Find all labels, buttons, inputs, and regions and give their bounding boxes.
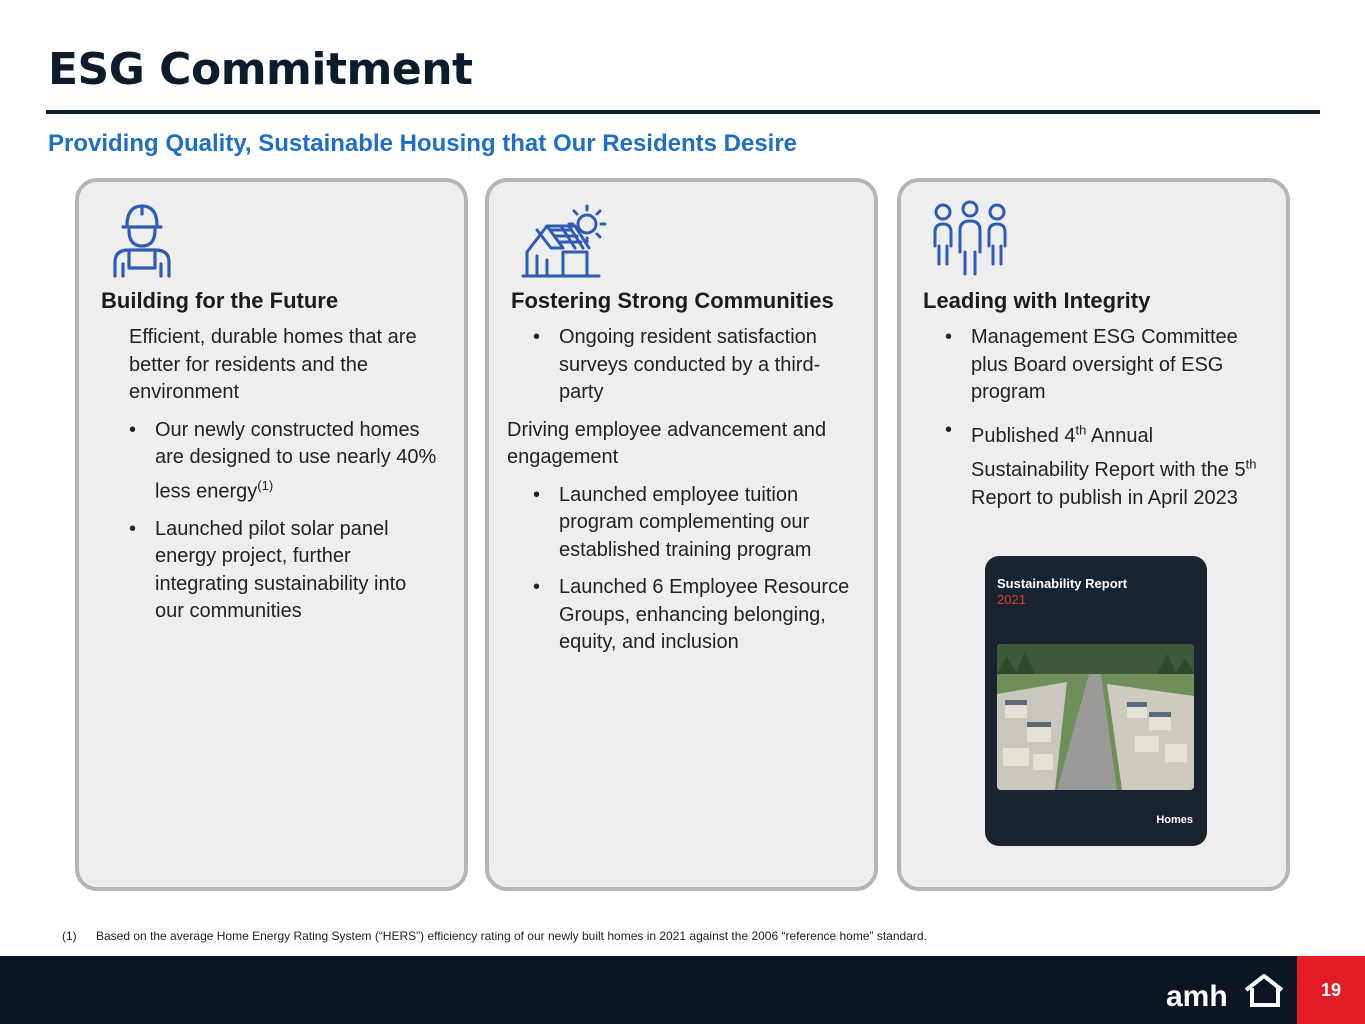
bullet-item [129, 516, 439, 626]
card-intro-text: Efficient, durable homes that are better for residents and the environment [129, 326, 417, 403]
bullet-text: Launched employee tuition program complementing our established training program [559, 483, 812, 561]
bullet-item [129, 417, 439, 506]
bullet-dot: • [945, 418, 953, 441]
bullet-item [945, 417, 1265, 513]
card-heading: Leading with Integrity [923, 288, 1151, 313]
ordinal-suffix: th [1245, 456, 1257, 472]
title-divider [46, 110, 1320, 114]
bullet-dot: • [129, 517, 137, 540]
card-building-for-the-future [75, 178, 468, 891]
community-aerial-photo [997, 644, 1194, 790]
bullet-dot: • [533, 483, 541, 506]
page-title: ESG Commitment [48, 44, 473, 95]
footnote [62, 929, 927, 943]
amh-logo-text: amh [1166, 980, 1228, 1012]
card-body [129, 324, 439, 636]
sustainability-report-cover [985, 556, 1207, 846]
solar-house-icon [517, 200, 611, 280]
amh-logo [1166, 972, 1286, 1012]
card-leading-with-integrity [897, 178, 1290, 891]
bullet-item [533, 574, 853, 657]
people-group-icon [925, 200, 1015, 278]
bullet-text-part: Report to publish in April 2023 [971, 486, 1238, 509]
bullet-dot: • [945, 326, 953, 348]
ordinal-suffix: th [1075, 422, 1087, 438]
bullet-text-part: Annual Sustainability Report with the 5 [971, 425, 1246, 482]
bullet-text [971, 422, 1257, 509]
bullet-text: Launched pilot solar panel energy project, further integrating sustainability into our communities [155, 517, 407, 623]
bullet-item [533, 324, 853, 407]
card-body [507, 324, 853, 667]
page-number-badge: 19 [1297, 956, 1365, 1024]
footnote-text: Based on the average Home Energy Rating System (“HERS”) efficiency rating of our newly built homes in 2021 against the 2006 “reference home” standard. [96, 929, 927, 943]
footnote-reference: (1) [257, 477, 274, 493]
card-heading: Building for the Future [101, 288, 339, 313]
bullet-item [533, 482, 853, 565]
card-section-text: Driving employee advancement and engagement [507, 418, 827, 468]
card-body [945, 324, 1265, 522]
card-fostering-strong-communities [485, 178, 878, 891]
bullet-text: Management ESG Committee plus Board oversight of ESG program [971, 326, 1238, 403]
bullet-dot: • [533, 576, 541, 598]
bullet-text: Our newly constructed homes are designed to use nearly 40% less energy [155, 418, 437, 503]
bullet-text: Launched 6 Employee Resource Groups, enhancing belonging, equity, and inclusion [559, 576, 850, 653]
bullet-dot: • [129, 418, 137, 441]
footer-bar [0, 956, 1365, 1024]
bullet-dot: • [533, 326, 541, 348]
report-logo: Homes [1156, 814, 1193, 826]
bullet-text: Ongoing resident satisfaction surveys conducted by a third-party [559, 326, 821, 403]
construction-worker-icon [109, 200, 175, 280]
card-heading: Fostering Strong Communities [511, 288, 834, 313]
bullet-text-part: Published 4 [971, 425, 1076, 448]
footnote-marker: (1) [62, 929, 77, 943]
report-year: 2021 [997, 592, 1026, 607]
report-title: Sustainability Report [997, 576, 1128, 591]
bullet-item [945, 324, 1265, 407]
page-subtitle: Providing Quality, Sustainable Housing that Our Residents Desire [48, 130, 798, 157]
